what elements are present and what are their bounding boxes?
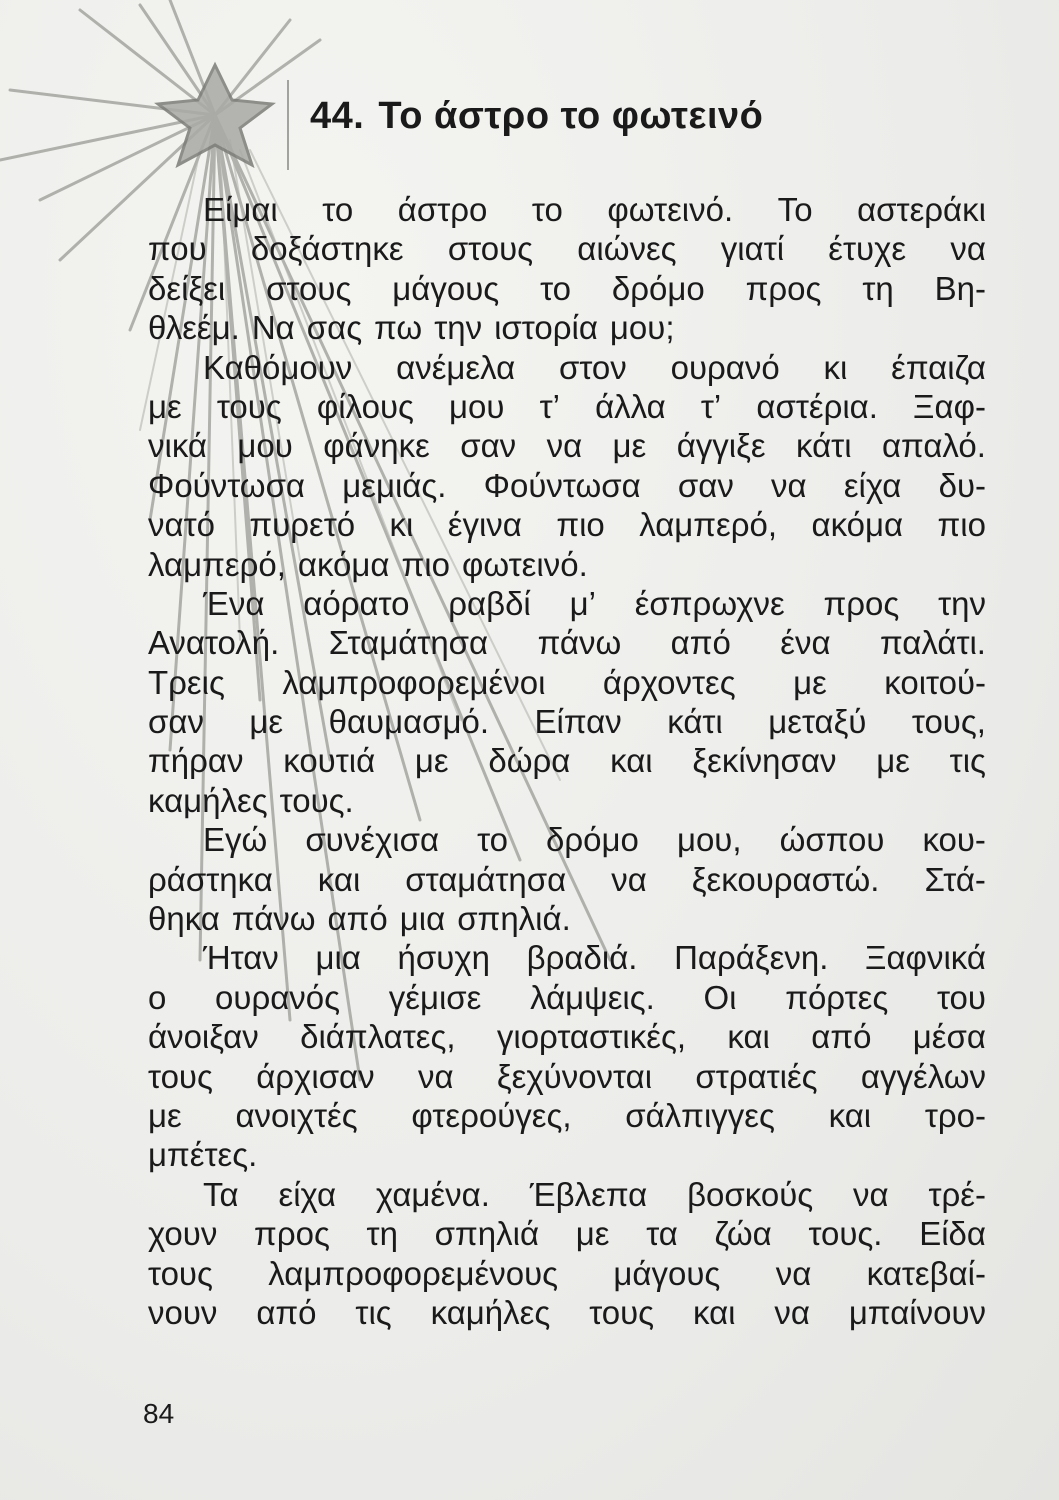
- word: τη: [862, 269, 894, 307]
- word: τα: [646, 1215, 678, 1253]
- word: ξεχύνονται: [496, 1057, 653, 1095]
- word: Να: [251, 309, 295, 347]
- word: γιατί: [720, 230, 785, 268]
- word: γιορταστικές,: [496, 1018, 687, 1056]
- text-line: [148, 820, 986, 859]
- word: μεμιάς.: [342, 466, 447, 504]
- text-line: [148, 426, 986, 465]
- word: Εγώ: [203, 821, 268, 859]
- word: ξεκουραστώ.: [691, 860, 880, 898]
- word: ένα: [780, 624, 831, 662]
- text-line: [148, 1096, 986, 1135]
- word: Είδα: [919, 1215, 986, 1253]
- word: δυ-: [938, 466, 986, 504]
- text-line: [148, 1293, 986, 1332]
- word: χουν: [148, 1215, 218, 1253]
- text-line: [148, 229, 986, 268]
- word: λαμπροφορεμένους: [268, 1254, 559, 1292]
- word: να: [611, 860, 647, 898]
- word: μέσα: [912, 1018, 986, 1056]
- text-line: [148, 1175, 986, 1214]
- text-line: [148, 663, 986, 702]
- word: μου: [237, 427, 293, 465]
- word: από: [811, 1018, 872, 1056]
- word: να: [417, 1057, 454, 1095]
- word: άστρο: [397, 191, 488, 228]
- word: τρέ-: [928, 1175, 986, 1213]
- text-line: [148, 741, 986, 780]
- word: με: [249, 703, 284, 741]
- text-line: [148, 269, 986, 308]
- word: τους,: [911, 703, 986, 741]
- word: έπαιζα: [891, 348, 986, 386]
- word: στρατιές: [695, 1057, 818, 1095]
- word: θαυμασμό.: [328, 703, 490, 741]
- word: σταμάτησα: [405, 860, 567, 898]
- word: πάνω: [231, 900, 316, 938]
- word: γέμισε: [388, 978, 482, 1016]
- word: ώσπου: [779, 821, 885, 859]
- word: πιο: [937, 506, 986, 544]
- word: θλεέμ.: [148, 309, 240, 347]
- word: πυρετό: [249, 506, 356, 544]
- word: με: [414, 742, 449, 780]
- word: να: [771, 466, 807, 504]
- word: προς: [745, 269, 822, 307]
- word: αστέρια.: [756, 387, 878, 425]
- word: προς: [254, 1215, 330, 1253]
- word: φτερούγες,: [411, 1096, 572, 1134]
- word: διάπλατες,: [300, 1018, 456, 1056]
- word: είχα: [278, 1175, 337, 1213]
- text-line: [148, 505, 986, 544]
- word: καμήλες: [430, 1293, 551, 1331]
- word: έσπρωχνε: [634, 584, 785, 622]
- word: και: [828, 1096, 872, 1134]
- text-line: [148, 938, 986, 977]
- word: στον: [559, 348, 627, 386]
- word: πόρτες: [785, 978, 889, 1016]
- word: το: [322, 191, 354, 228]
- word: δώρα: [488, 742, 571, 780]
- word: με: [793, 663, 827, 701]
- text-line: [148, 1214, 986, 1253]
- word: τ’: [700, 387, 722, 425]
- word: έγινα: [447, 506, 522, 544]
- word: ο: [148, 978, 167, 1016]
- word: Έβλεπα: [529, 1175, 648, 1213]
- word: Φούντωσα: [148, 466, 306, 504]
- word: και: [317, 860, 361, 898]
- word: Το: [777, 191, 813, 228]
- word: κοιτού-: [884, 663, 986, 701]
- word: Ήταν: [203, 939, 279, 977]
- word: άλλα: [595, 387, 666, 425]
- word: με: [876, 742, 910, 780]
- text-line: [148, 1057, 986, 1096]
- word: τις: [949, 742, 986, 780]
- word: ακόμα: [811, 506, 904, 544]
- word: σαν: [148, 703, 204, 741]
- word: στους: [447, 230, 534, 268]
- word: σαν: [677, 466, 734, 504]
- word: το: [531, 191, 563, 228]
- word: Καθόμουν: [203, 348, 353, 386]
- chapter-number: 44.: [310, 95, 365, 137]
- word: σας: [306, 309, 363, 347]
- word: φωτεινό.: [607, 191, 734, 228]
- word: κι: [823, 348, 848, 386]
- word: κι: [389, 506, 414, 544]
- word: ράστηκα: [148, 860, 273, 898]
- word: με: [148, 387, 182, 425]
- word: την: [434, 309, 483, 347]
- word: με: [148, 1096, 182, 1134]
- word: Στά-: [924, 860, 986, 898]
- word: κάτι: [667, 703, 723, 741]
- text-line: [148, 978, 986, 1017]
- word: αόρατο: [303, 584, 410, 622]
- word: Ανατολή.: [148, 624, 280, 662]
- word: ιστορία: [494, 309, 598, 347]
- word: ανέμελα: [396, 348, 516, 386]
- word: που: [148, 230, 207, 268]
- word: κουτιά: [283, 742, 376, 780]
- word: φίλους: [316, 387, 414, 425]
- text-line: [148, 387, 986, 426]
- word: μπαίνουν: [848, 1293, 986, 1331]
- word: λαμπροφορεμένοι: [282, 663, 546, 701]
- word: τ’: [539, 387, 560, 425]
- text-line: [148, 781, 986, 820]
- word: βοσκούς: [687, 1175, 814, 1213]
- word: και: [692, 1293, 736, 1331]
- word: από: [327, 900, 388, 938]
- word: μεταξύ: [768, 703, 867, 741]
- word: από: [256, 1293, 317, 1331]
- word: το: [540, 269, 571, 307]
- word: Είμαι: [203, 191, 278, 228]
- word: μάγους: [613, 1254, 721, 1292]
- word: αστεράκι: [857, 191, 986, 228]
- word: να: [950, 230, 986, 268]
- word: Ένα: [203, 584, 265, 622]
- word: του: [936, 978, 986, 1016]
- text-line: [148, 308, 986, 347]
- word: το: [477, 821, 508, 859]
- text-line: [148, 860, 986, 899]
- word: φάνηκε: [323, 427, 430, 465]
- word: τους: [216, 387, 282, 425]
- word: πω: [374, 309, 423, 347]
- word: παλάτι.: [879, 624, 986, 662]
- word: και: [610, 742, 653, 780]
- word: ουρανό: [670, 348, 780, 386]
- word: Ξαφ-: [913, 387, 986, 425]
- word: με: [612, 427, 647, 465]
- word: Ξαφνικά: [865, 939, 986, 977]
- word: Φούντωσα: [483, 466, 641, 504]
- word: μου;: [609, 309, 675, 347]
- word: να: [775, 1254, 812, 1292]
- text-line: [148, 584, 986, 623]
- word: να: [774, 1293, 810, 1331]
- word: με: [575, 1215, 610, 1253]
- word: να: [546, 427, 583, 465]
- word: απαλό.: [881, 427, 986, 465]
- text-line: [148, 702, 986, 741]
- word: από: [670, 624, 731, 662]
- word: αγγέλων: [860, 1057, 986, 1095]
- word: φωτεινό.: [461, 545, 588, 583]
- page-number: 84: [143, 1398, 175, 1429]
- word: Σταμάτησα: [328, 624, 489, 662]
- story-text: [148, 190, 986, 1332]
- word: δείξει: [148, 269, 226, 307]
- word: Τρεις: [148, 663, 225, 701]
- word: κατεβαί-: [866, 1254, 986, 1292]
- word: λαμπερό,: [639, 506, 778, 544]
- word: Βη-: [934, 269, 986, 307]
- word: άνοιξαν: [148, 1018, 259, 1056]
- word: μ’: [569, 584, 596, 622]
- word: ραβδί: [448, 584, 531, 622]
- word: λάμψεις.: [530, 978, 655, 1016]
- word: άγγιξε: [676, 427, 766, 465]
- word: στους: [266, 269, 352, 307]
- word: κάτι: [796, 427, 852, 465]
- word: δρόμο: [546, 821, 639, 859]
- text-line: [148, 190, 986, 229]
- word: ζώα: [714, 1215, 772, 1253]
- word: κου-: [922, 821, 986, 859]
- word: νατό: [148, 506, 215, 544]
- word: πήραν: [148, 742, 244, 780]
- word: βραδιά.: [526, 939, 638, 977]
- word: και: [727, 1018, 770, 1056]
- word: τη: [366, 1215, 398, 1253]
- word: μάγους: [392, 269, 500, 307]
- word: Παράξενη.: [674, 939, 829, 977]
- word: τις: [355, 1293, 392, 1331]
- word: δοξάστηκε: [250, 230, 404, 268]
- word: την: [938, 584, 986, 622]
- word: πάνω: [537, 624, 622, 662]
- word: δρόμο: [611, 269, 705, 307]
- text-line: [148, 623, 986, 662]
- word: μια: [399, 900, 446, 938]
- word: πιο: [401, 545, 450, 583]
- word: ξεκίνησαν: [692, 742, 837, 780]
- word: έτυχε: [828, 230, 907, 268]
- word: Είπαν: [534, 703, 622, 741]
- word: μου,: [676, 821, 742, 859]
- word: νουν: [148, 1293, 218, 1331]
- word: ήσυχη: [397, 939, 490, 977]
- chapter-title-text: Το άστρο το φωτεινό: [378, 95, 764, 137]
- word: θηκα: [148, 900, 220, 938]
- text-line: [148, 899, 986, 938]
- word: μου: [449, 387, 505, 425]
- word: τους: [148, 1254, 213, 1292]
- word: ακόμα: [297, 545, 390, 583]
- chapter-title: [310, 95, 763, 138]
- word: προς: [823, 584, 900, 622]
- word: συνέχισα: [305, 821, 440, 859]
- word: είχα: [843, 466, 902, 504]
- word: τρο-: [924, 1096, 986, 1134]
- word: λαμπερό,: [148, 545, 286, 583]
- word: τους.: [808, 1215, 883, 1253]
- text-line: [148, 1017, 986, 1056]
- text-line: [148, 1135, 986, 1174]
- word: άρχισαν: [256, 1057, 375, 1095]
- word: αιώνες: [577, 230, 677, 268]
- word: σαν: [460, 427, 517, 465]
- text-line: [148, 545, 986, 584]
- word: να: [853, 1175, 889, 1213]
- word: Τα: [203, 1175, 239, 1213]
- word: μπέτες.: [148, 1136, 258, 1174]
- word: σάλπιγγες: [625, 1096, 775, 1134]
- word: τους: [589, 1293, 655, 1331]
- word: νικά: [148, 427, 208, 465]
- word: τους: [148, 1057, 213, 1095]
- text-line: [148, 1254, 986, 1293]
- word: άρχοντες: [602, 663, 736, 701]
- word: σπηλιά: [434, 1215, 540, 1253]
- word: μια: [315, 939, 361, 977]
- word: ανοιχτές: [235, 1096, 358, 1134]
- text-line: [148, 466, 986, 505]
- word: καμήλες: [148, 781, 268, 819]
- word: Οι: [703, 978, 737, 1016]
- word: σπηλιά.: [457, 900, 571, 938]
- word: τους.: [279, 781, 354, 819]
- text-line: [148, 348, 986, 387]
- word: ουρανός: [215, 978, 341, 1016]
- word: πιο: [556, 506, 605, 544]
- word: χαμένα.: [375, 1175, 490, 1213]
